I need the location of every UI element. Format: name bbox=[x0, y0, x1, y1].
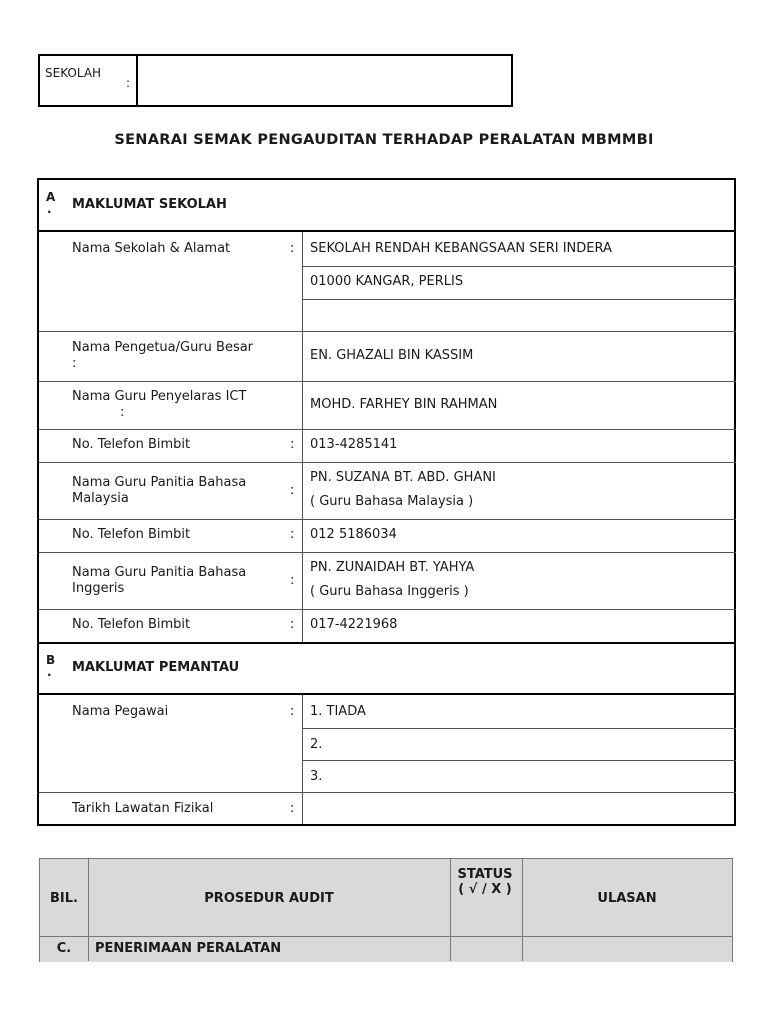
label-tarikh-lawatan: Tarikh Lawatan Fizikal bbox=[72, 801, 214, 816]
value-pengetua: EN. GHAZALI BIN KASSIM bbox=[310, 348, 474, 363]
document-title: SENARAI SEMAK PENGAUDITAN TERHADAP PERALATAN MBMMBI bbox=[114, 132, 654, 148]
info-table bbox=[37, 178, 736, 826]
colon-tarikh-lawatan: : bbox=[290, 801, 295, 816]
label-penyelaras-ict: Nama Guru Penyelaras ICT bbox=[72, 389, 247, 404]
colon-telefon-3: : bbox=[290, 617, 295, 632]
colon-penyelaras-ict: : bbox=[120, 405, 125, 420]
section-a-letter: A bbox=[46, 190, 56, 204]
label-pengetua: Nama Pengetua/Guru Besar bbox=[72, 340, 254, 355]
colon-panitia-bm: : bbox=[290, 483, 295, 498]
value-pegawai-2: 2. bbox=[310, 737, 323, 752]
section-a-dot: . bbox=[47, 202, 52, 216]
header-status: STATUS ( √ / X ) bbox=[457, 867, 513, 897]
label-telefon-2: No. Telefon Bimbit bbox=[72, 527, 191, 542]
value-telefon-1: 013-4285141 bbox=[310, 437, 398, 452]
colon-panitia-bi: : bbox=[290, 573, 295, 588]
colon-nama-sekolah: : bbox=[290, 241, 295, 256]
school-label-cell bbox=[40, 56, 138, 105]
value-nama-sekolah: SEKOLAH RENDAH KEBANGSAAN SERI INDERA bbox=[310, 241, 612, 256]
section-a-title: MAKLUMAT SEKOLAH bbox=[72, 197, 227, 212]
school-name-box bbox=[38, 54, 513, 107]
label-telefon-3: No. Telefon Bimbit bbox=[72, 617, 191, 632]
section-b-title: MAKLUMAT PEMANTAU bbox=[72, 660, 240, 675]
label-panitia-bm: Nama Guru Panitia Bahasa Malaysia bbox=[72, 475, 247, 506]
value-alamat: 01000 KANGAR, PERLIS bbox=[310, 274, 464, 289]
section-b-dot: . bbox=[47, 665, 52, 679]
colon-telefon-1: : bbox=[290, 437, 295, 452]
value-telefon-3: 017-4221968 bbox=[310, 617, 398, 632]
value-telefon-2: 012 5186034 bbox=[310, 527, 397, 542]
row-bil: C. bbox=[56, 941, 72, 956]
value-panitia-bm-role: ( Guru Bahasa Malaysia ) bbox=[310, 494, 474, 509]
label-telefon-1: No. Telefon Bimbit bbox=[72, 437, 191, 452]
colon-pengetua: : bbox=[72, 356, 77, 371]
audit-table bbox=[39, 858, 733, 962]
header-bil: BIL. bbox=[50, 891, 78, 906]
row-prosedur: PENERIMAAN PERALATAN bbox=[95, 941, 282, 956]
audit-table-header bbox=[40, 859, 732, 936]
section-b-letter: B bbox=[46, 653, 56, 667]
header-ulasan: ULASAN bbox=[597, 891, 657, 906]
colon-nama-pegawai: : bbox=[290, 704, 295, 719]
label-nama-sekolah: Nama Sekolah & Alamat bbox=[72, 241, 231, 256]
value-pegawai-1: 1. TIADA bbox=[310, 704, 366, 719]
school-label-colon: : bbox=[126, 76, 131, 90]
table-row bbox=[40, 936, 732, 962]
colon-telefon-2: : bbox=[290, 527, 295, 542]
value-panitia-bi: PN. ZUNAIDAH BT. YAHYA bbox=[310, 560, 475, 575]
value-penyelaras-ict: MOHD. FARHEY BIN RAHMAN bbox=[310, 397, 498, 412]
label-nama-pegawai: Nama Pegawai bbox=[72, 704, 169, 719]
header-prosedur-audit: PROSEDUR AUDIT bbox=[204, 891, 334, 906]
value-pegawai-3: 3. bbox=[310, 769, 323, 784]
value-panitia-bm: PN. SUZANA BT. ABD. GHANI bbox=[310, 470, 496, 485]
value-panitia-bi-role: ( Guru Bahasa Inggeris ) bbox=[310, 584, 469, 599]
school-label: SEKOLAH bbox=[45, 66, 102, 80]
label-panitia-bi: Nama Guru Panitia Bahasa Inggeris bbox=[72, 565, 247, 596]
